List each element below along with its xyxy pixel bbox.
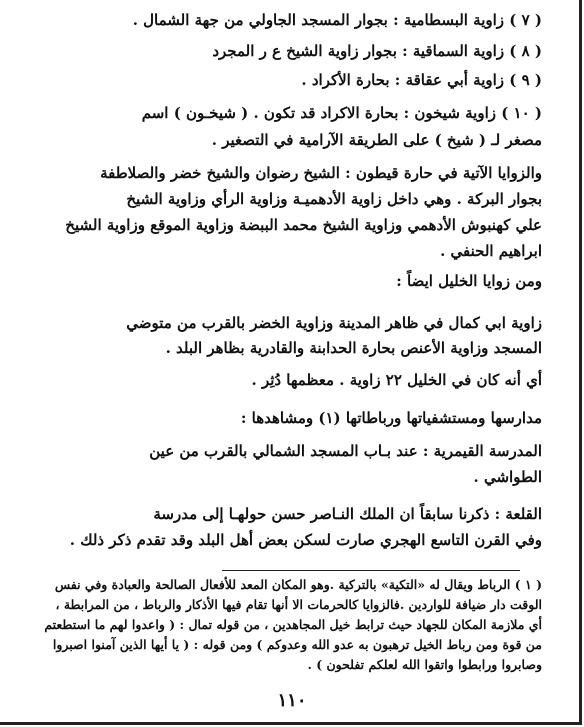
text-line: المدرسة القيمرية : عند بـاب المسجد الشمالي بالقرب من عين [149, 442, 542, 460]
footnote-line: الوقت دار ضيافة للواردين .فالزوايا كالحرمات الا أنها تقام فيها الأذكار والرباط ، من المرابطة ، [55, 597, 542, 612]
text-line: المسجد وزاوية الأعنص بحارة الحدابنة والقادرية بظاهر البلد . [165, 339, 542, 357]
text-line: بجوار البركة . وهي داخل زاوية الأدهميـة وزاوية الرأي وزاوية الشيخ [126, 190, 542, 208]
text-line: ( ٨ ) زاوية السماقية : بجوار زاوية الشيخ ع ر المجرد [212, 42, 542, 60]
footnote-line: من قوة ومن رباط الخيل ترهبون به عدو الله وعدوكم ) ومن قوله : ( يا أيها الذين آمنوا اصبروا [52, 637, 542, 652]
text-line: الطواشي . [473, 468, 542, 486]
text-line: ومن زوايا الخليل ايضاً : [396, 272, 542, 290]
text-line: ( ٩ ) زاوية أبي عقاقة : بحارة الأكراد . [301, 71, 542, 89]
text-line: القلعة : ذكرنا سابقاً ان الملك النـاصر حسن حولهـا إلى مدرسة [153, 505, 542, 523]
text-line: وفي القرن التاسع الهجري صارت لسكن بعض أهل البلد وقد تقدم ذكر ذلك . [69, 531, 542, 549]
text-line: ابراهيم الحنفي . [440, 242, 542, 260]
footnote-line: وصابروا ورابطوا واتقوا الله لعلكم تفلحون ) . [307, 657, 542, 672]
footnote-separator [222, 570, 520, 571]
text-line: أي أنه كان في الخليل ٢٢ زاوية . معظمها دُثِر . [251, 371, 542, 389]
footnote-line: أي ملازمة المكان للجهاد حيث ترابط خيل المجاهدين ، من قوله تمال : ( واعدوا لهم ما استطعتم [44, 617, 542, 632]
text-line: ( ١٠ ) زاوية شيخون : بحارة الاكراد قد تكون . ( شيخـون ) اسم [141, 104, 542, 122]
text-line: ( ٧ ) زاوية البسطامية : بجوار المسجد الجاولي من جهة الشمال . [132, 11, 542, 29]
page-number: ١١٠ [277, 690, 307, 711]
text-line: والزوايا الآتية في حارة قيطون : الشيخ رضوان والشيخ خضر والصلاطفة [100, 164, 542, 182]
text-line: زاوية ابي كمال في ظاهر المدينة وزاوية الخضر بالقرب من متوضي [126, 314, 542, 332]
text-line: مصغر لـ ( شيخ ) على الطريقة الآرامية في التصغير . [211, 131, 542, 149]
section-heading: مدارسها ومستشفياتها ورباطاتها (١) ومشاهدها : [240, 409, 542, 427]
text-line: علي كهنبوش الأدهمي وزاوية الشيخ محمد الببضة وزاوية الموقع وزاوية الشيخ [65, 216, 542, 234]
footnote-line: ( ١ ) الرباط ويقال له «التكية» بالتركية .وهو المكان المعد للأفعال الصالحة والعبادة وفي نفس [54, 577, 542, 592]
